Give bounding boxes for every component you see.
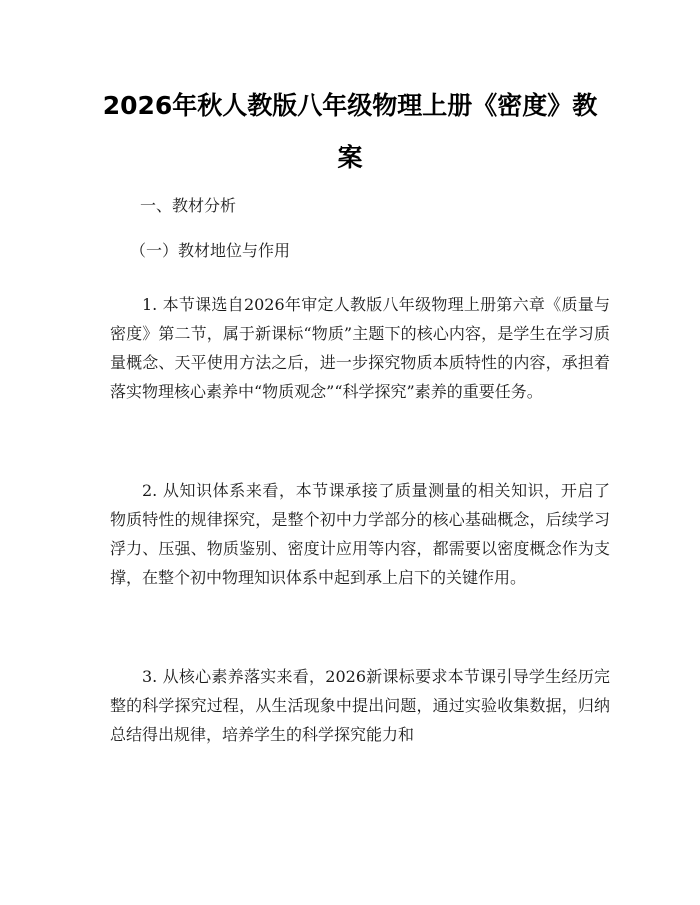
section-heading: 一、教材分析 bbox=[140, 196, 237, 215]
subsection-heading: （一）教材地位与作用 bbox=[130, 241, 291, 260]
paragraph-2: 2. 从知识体系来看，本节课承接了质量测量的相关知识，开启了物质特性的规律探究，是整个初中力学部分的核心基础概念，后续学习浮力、压强、物质鉴别、密度计应用等内容，都需要以密度概念作为支撑，在整个初中物理知识体系中起到承上启下的关键作用。 bbox=[110, 481, 610, 587]
document-title: 2026年秋人教版八年级物理上册《密度》教案 bbox=[102, 91, 598, 172]
paragraph-1: 1. 本节课选自2026年审定人教版八年级物理上册第六章《质量与密度》第二节，属于新课标“物质”主题下的核心内容，是学生在学习质量概念、天平使用方法之后，进一步探究物质本质特性的内容，承担着落实物理核心素养中“物质观念”“科学探究”素养的重要任务。 bbox=[110, 295, 610, 401]
paragraph-3: 3. 从核心素养落实来看，2026新课标要求本节课引导学生经历完整的科学探究过程，从生活现象中提出问题，通过实验收集数据，归纳总结得出规律，培养学生的科学探究能力和 bbox=[110, 667, 610, 744]
